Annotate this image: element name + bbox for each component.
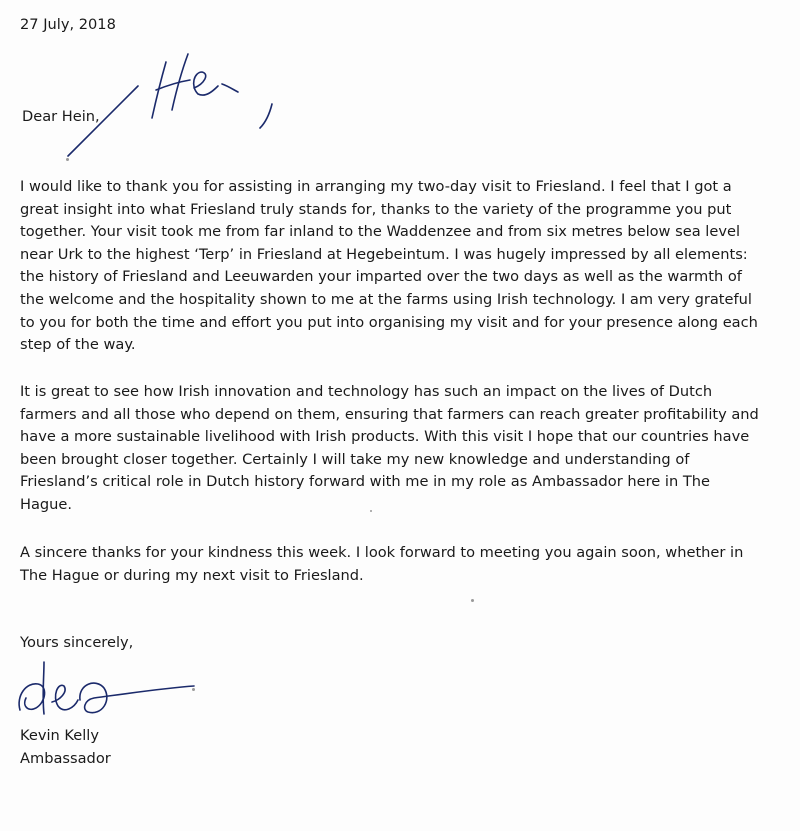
paragraph-line: The Hague or during my next visit to Friesland. — [20, 566, 364, 584]
paragraph-line: the welcome and the hospitality shown to me at the farms using Irish technology. I am very grateful — [20, 290, 752, 308]
paragraph-3 — [20, 542, 790, 587]
signatory-title: Ambassador — [20, 750, 111, 767]
paragraph-line: Hague. — [20, 495, 73, 513]
paragraph-line: near Urk to the highest ‘Terp’ in Friesland at Hegebeintum. I was hugely impressed by all elements: — [20, 245, 748, 263]
salutation: Dear Hein, — [22, 108, 100, 125]
signatory-name: Kevin Kelly — [20, 727, 99, 744]
paragraph-line: step of the way. — [20, 336, 136, 354]
paragraph-line: the history of Friesland and Leeuwarden your imparted over the two days as well as the warmth of — [20, 268, 742, 286]
paragraph-line: have a more sustainable livelihood with Irish products. With this visit I hope that our countries have — [20, 428, 750, 446]
scan-speck — [192, 688, 195, 691]
paragraph-line: A sincere thanks for your kindness this week. I look forward to meeting you again soon, whether in — [20, 544, 744, 561]
paragraph-1 — [20, 176, 790, 357]
paragraph-line: been brought closer together. Certainly I will take my new knowledge and understanding of — [20, 450, 690, 468]
handwritten-greeting — [60, 40, 300, 160]
paragraph-line: to you for both the time and effort you put into organising my visit and for your presence along each — [20, 313, 758, 331]
scan-speck — [471, 599, 474, 602]
paragraph-line: I would like to thank you for assisting in arranging my two-day visit to Friesland. I feel that I got a — [20, 178, 732, 195]
paragraph-line: Friesland’s critical role in Dutch history forward with me in my role as Ambassador here in The — [20, 473, 710, 491]
closing: Yours sincerely, — [20, 634, 134, 651]
handwritten-signature — [14, 656, 214, 722]
letter-date: 27 July, 2018 — [20, 16, 116, 33]
paragraph-2 — [20, 381, 790, 517]
paragraph-line: farmers and all those who depend on them, ensuring that farmers can reach greater profitability and — [20, 405, 759, 423]
scan-speck — [66, 158, 69, 161]
paragraph-line: It is great to see how Irish innovation and technology has such an impact on the lives of Dutch — [20, 383, 713, 400]
scan-speck — [370, 510, 372, 512]
paragraph-line: together. Your visit took me from far inland to the Waddenzee and from six metres below sea level — [20, 223, 741, 241]
paragraph-line: great insight into what Friesland truly stands for, thanks to the variety of the programme you put — [20, 200, 732, 218]
